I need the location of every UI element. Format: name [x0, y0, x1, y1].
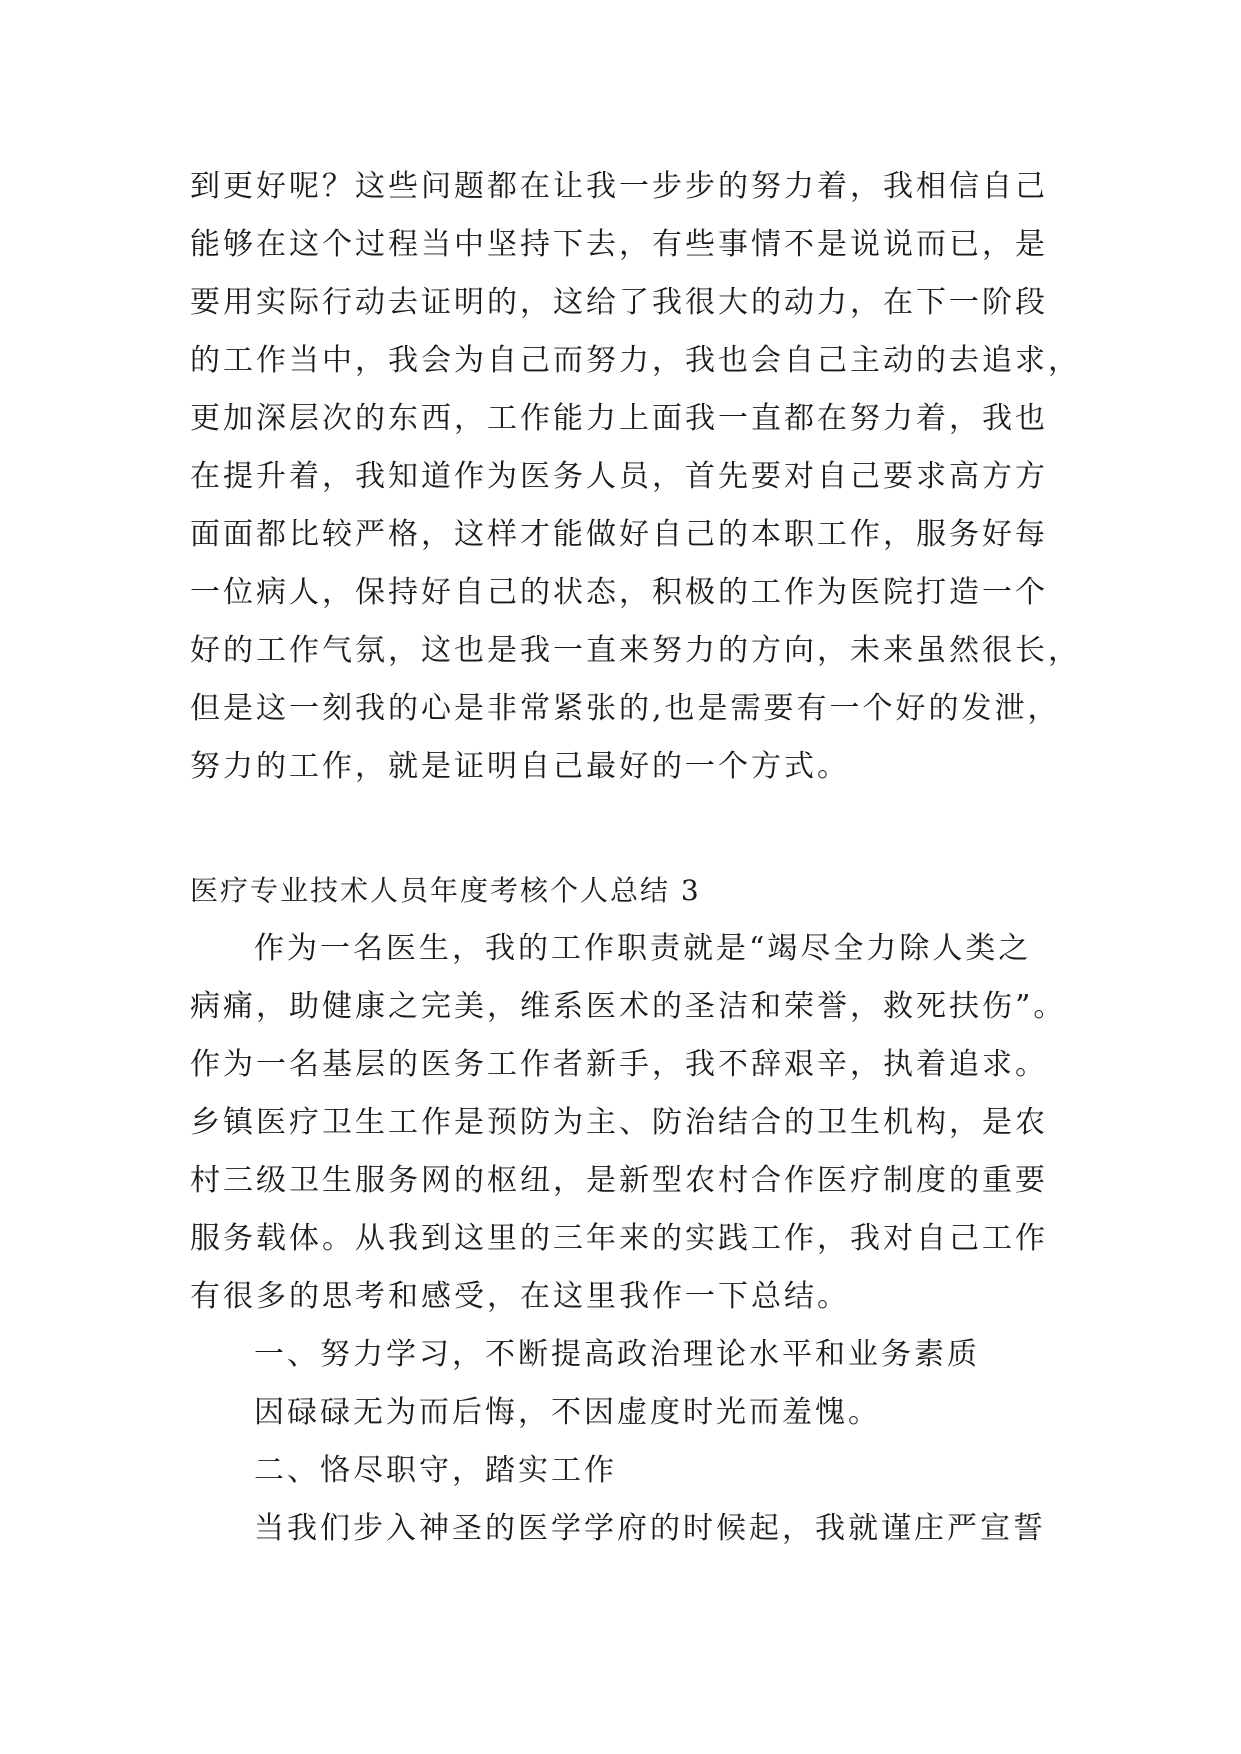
heading-one: 一、努力学习，不断提高政治理论水平和业务素质 [254, 1337, 980, 1372]
heading-two: 二、恪尽职守，踏实工作 [254, 1453, 617, 1488]
text-line: 能够在这个过程当中坚持下去，有些事情不是说说而已，是 [190, 227, 1048, 262]
text-line: 的工作当中，我会为自己而努力，我也会自己主动的去追求， [190, 343, 1081, 378]
text-line: 病痛，助健康之完美，维系医术的圣洁和荣誉，救死扶伤”。 [190, 989, 1067, 1024]
text-line: 更加深层次的东西，工作能力上面我一直都在努力着，我也 [190, 401, 1048, 436]
text-line: 乡镇医疗卫生工作是预防为主、防治结合的卫生机构，是农 [190, 1105, 1048, 1140]
text-line: 村三级卫生服务网的枢纽，是新型农村合作医疗制度的重要 [190, 1163, 1048, 1198]
section-title: 医疗专业技术人员年度考核个人总结 3 [190, 874, 701, 907]
text-line: 但是这一刻我的心是非常紧张的,也是需要有一个好的发泄， [190, 691, 1061, 726]
text-line: 服务载体。从我到这里的三年来的实践工作，我对自己工作 [190, 1221, 1048, 1256]
text-line: 作为一名医生，我的工作职责就是“竭尽全力除人类之 [254, 931, 1032, 966]
text-line: 努力的工作，就是证明自己最好的一个方式。 [190, 749, 850, 784]
text-line: 一位病人，保持好自己的状态，积极的工作为医院打造一个 [190, 575, 1048, 610]
text-line: 到更好呢？这些问题都在让我一步步的努力着，我相信自己 [190, 169, 1048, 204]
text-line: 作为一名基层的医务工作者新手，我不辞艰辛，执着追求。 [190, 1047, 1048, 1082]
text-line: 好的工作气氛，这也是我一直来努力的方向，未来虽然很长， [190, 633, 1081, 668]
text-line: 在提升着，我知道作为医务人员，首先要对自己要求高方方 [190, 459, 1048, 494]
continuation-paragraph [190, 158, 1081, 796]
section-body [190, 920, 1070, 1558]
text-line: 面面都比较严格，这样才能做好自己的本职工作，服务好每 [190, 517, 1048, 552]
text-line: 要用实际行动去证明的，这给了我很大的动力，在下一阶段 [190, 285, 1048, 320]
text-line: 因碌碌无为而后悔，不因虚度时光而羞愧。 [254, 1395, 881, 1430]
text-line: 有很多的思考和感受，在这里我作一下总结。 [190, 1279, 850, 1314]
text-line: 当我们步入神圣的医学学府的时候起，我就谨庄严宣誓 [254, 1511, 1046, 1546]
